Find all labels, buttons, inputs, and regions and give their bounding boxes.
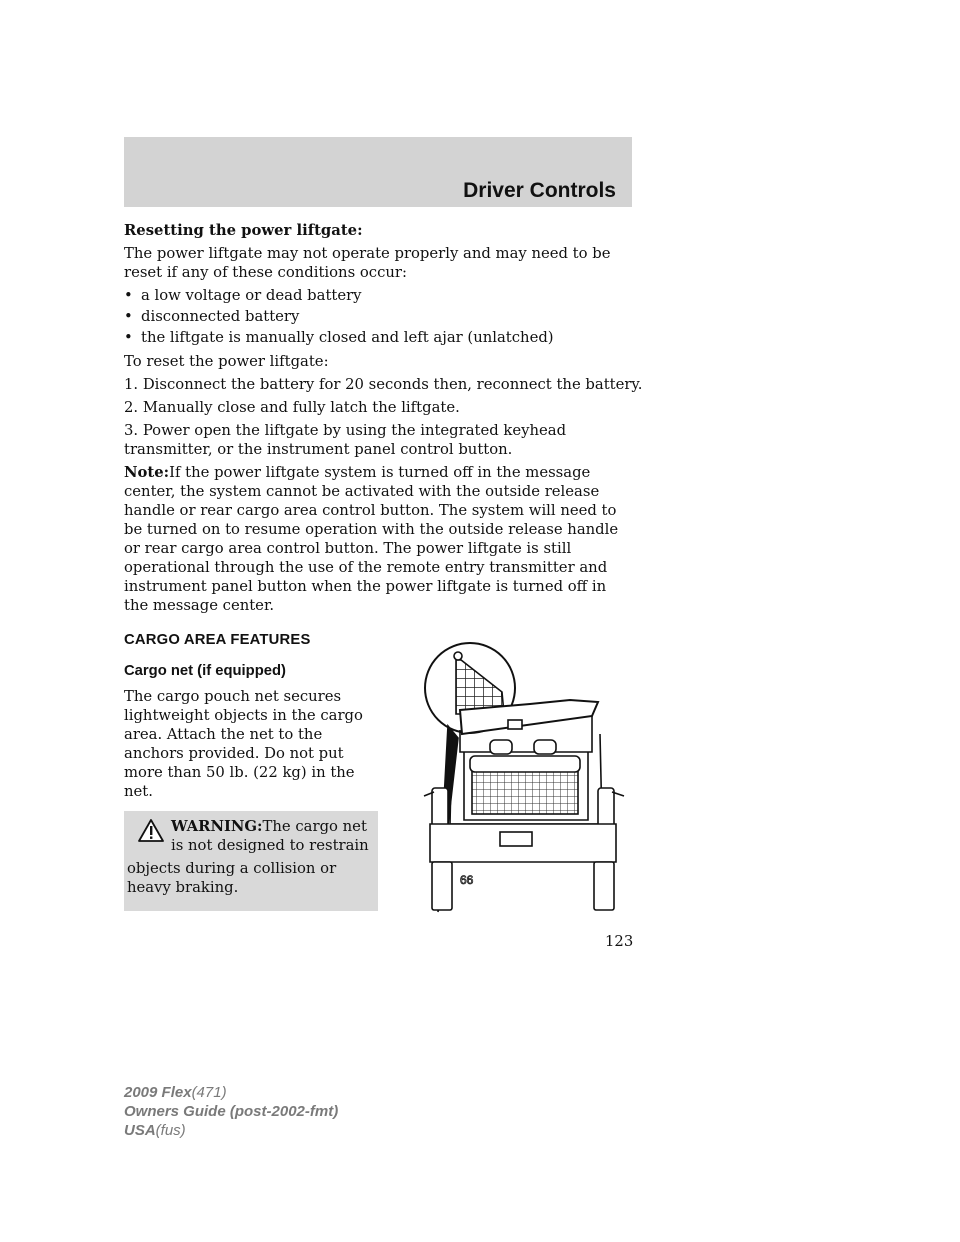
bullet-icon: • [124,287,133,304]
footer [124,1083,338,1140]
note-paragraph [124,463,630,615]
warning-label: WARNING: [171,818,263,835]
reset-heading: Resetting the power liftgate: [124,222,363,239]
bullet-icon: • [124,329,133,346]
note-label: Note: [124,464,170,481]
step-2: 2. Manually close and fully latch the liftgate. [124,399,460,416]
list-item: • disconnected battery [124,308,300,325]
step-1: 1. Disconnect the battery for 20 seconds then, reconnect the battery. [124,376,643,393]
bullet-icon: • [124,308,133,325]
warning-first-line: WARNING:The cargo net is not designed to restrain [171,818,369,854]
step-3: 3. Power open the liftgate by using the integrated keyhead transmitter, or the instrument panel control button. [124,422,567,458]
page-number: 123 [605,933,634,950]
warning-rest: objects during a collision or heavy braking. [127,860,337,896]
list-item: • the liftgate is manually closed and left ajar (unlatched) [124,329,554,346]
footer-line-model: 2009 Flex(471) [124,1084,227,1101]
warning-triangle-icon [138,819,164,847]
note-text: If the power liftgate system is turned off in the message center, the system cannot be activated with the outside release handle or rear cargo area control button. The system will need to be turned on to resume operation with the outside release handle or rear cargo area control button. The power liftgate is still operational through the use of the remote entry transmitter and instrument panel button when the power liftgate is turned off in the message center. [124,464,619,614]
header-band [124,137,632,207]
reset-intro: The power liftgate may not operate properly and may need to be reset if any of these conditions occur: [124,245,611,281]
footer-line-market: USA(fus) [124,1122,186,1139]
cargo-net-text: The cargo pouch net secures lightweight objects in the cargo area. Attach the net to the anchors provided. Do not put more than 50 lb. (22 kg) in the net. [124,688,363,800]
svg-text:66: 66 [460,873,474,887]
cargo-section-heading: CARGO AREA FEATURES [124,632,311,648]
cargo-net-illustration [420,642,626,918]
section-title: Driver Controls [463,179,616,202]
footer-line-guide: Owners Guide (post-2002-fmt) [124,1103,339,1120]
list-item: • a low voltage or dead battery [124,287,362,304]
warning-box [124,811,378,911]
cargo-net-heading: Cargo net (if equipped) [124,663,286,679]
steps-intro: To reset the power liftgate: [124,353,329,370]
